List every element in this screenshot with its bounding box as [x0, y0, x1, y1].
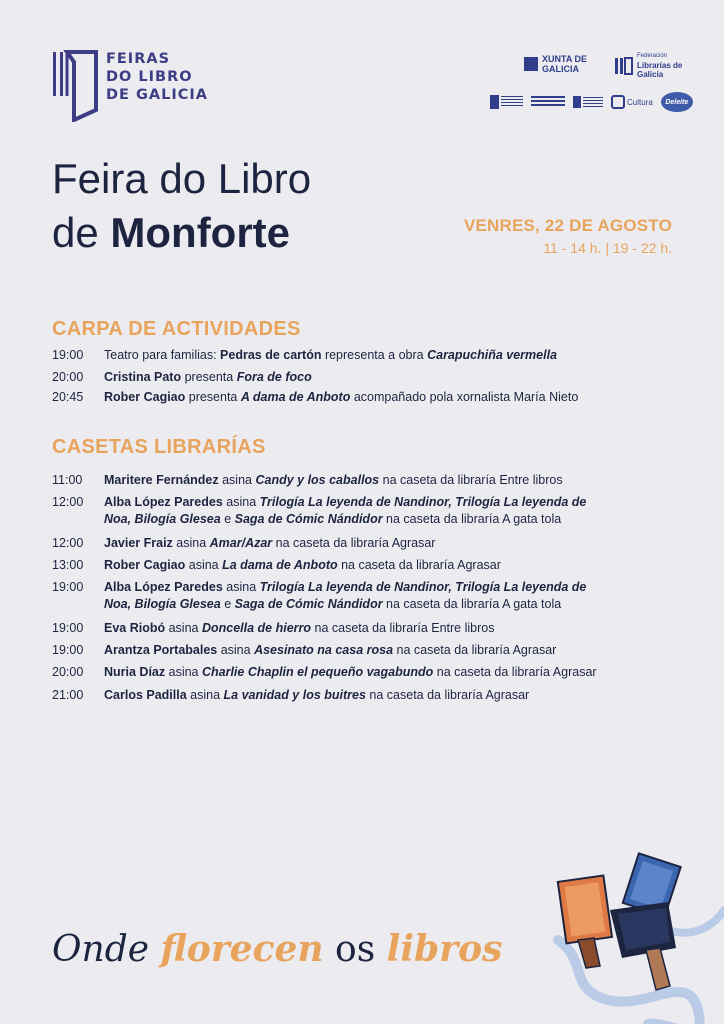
- sponsor-logo-1: [490, 95, 523, 109]
- caseta-item: [52, 535, 612, 552]
- item-verb: representa a obra: [321, 348, 428, 362]
- item-text: [104, 642, 612, 659]
- brand-logo: [52, 50, 208, 122]
- brand-line-1: FEIRAS: [106, 51, 171, 67]
- item-time: 20:00: [52, 370, 84, 384]
- item-book: Candy y los caballos: [255, 473, 380, 487]
- item-text: [104, 472, 612, 489]
- item-book-2: Saga de Cómic Nándidor: [234, 512, 383, 526]
- item-book: Trilogía La leyenda de Nandinor, Trilogía La leyenda de Noa, Bilogía Glesea: [104, 495, 587, 526]
- item-text: [104, 389, 612, 406]
- item-name: Cristina Pato: [104, 370, 182, 384]
- item-verb: asina: [217, 643, 255, 657]
- item-location: na caseta da libraría Entre libros: [379, 473, 563, 487]
- item-book: Charlie Chaplin el pequeño vagabundo: [201, 665, 434, 679]
- item-book: Trilogía La leyenda de Nandinor, Trilogía La leyenda de Noa, Bilogía Glesea: [104, 580, 587, 611]
- item-time: 11:00: [52, 473, 83, 487]
- item-text: [104, 620, 612, 637]
- deleite-label: Deleite: [665, 98, 689, 106]
- carpa-item: [52, 389, 612, 406]
- title-line-1: Feira do Libro: [52, 155, 312, 202]
- item-author: Arantza Portabales: [104, 643, 218, 657]
- item-time: 21:00: [52, 688, 84, 702]
- item-conjunction: e: [220, 597, 235, 611]
- item-verb: presenta: [185, 390, 241, 404]
- item-text: [104, 369, 612, 386]
- item-name: Rober Cagiao: [104, 390, 186, 404]
- section-heading-carpa: CARPA DE ACTIVIDADES: [52, 318, 301, 340]
- text-block-icon: [501, 96, 523, 108]
- item-book: Doncella de hierro: [201, 621, 312, 635]
- deleite-logo: [661, 92, 693, 112]
- carpa-item: [52, 347, 612, 364]
- item-location: na caseta da libraría Agrasar: [433, 665, 597, 679]
- slogan-word-2: florecen: [160, 928, 324, 970]
- item-location: na caseta da libraría Agrasar: [337, 558, 501, 572]
- caseta-item: [52, 687, 612, 704]
- item-time: 13:00: [52, 558, 84, 572]
- item-time: 19:00: [52, 621, 84, 635]
- books-icon: [614, 56, 634, 76]
- xunta-label: XUNTA DE GALICIA: [542, 54, 587, 74]
- item-time: 20:00: [52, 665, 84, 679]
- item-text: [104, 557, 612, 574]
- title-line-2: [52, 206, 311, 260]
- item-author: Maritere Fernández: [104, 473, 219, 487]
- carpa-item: [52, 369, 612, 386]
- item-title: Carapuchiña vermella: [427, 348, 558, 362]
- item-verb: asina: [186, 688, 224, 702]
- caseta-item: [52, 642, 612, 659]
- item-location: na caseta da libraría A gata tola: [382, 597, 562, 611]
- item-author: Nuria Díaz: [104, 665, 166, 679]
- brand-name: [106, 50, 208, 104]
- item-verb: asina: [185, 558, 223, 572]
- item-verb: asina: [222, 580, 260, 594]
- caseta-item: [52, 494, 612, 528]
- cultura-label: Cultura: [627, 97, 653, 107]
- item-verb: asina: [165, 621, 202, 635]
- item-verb: asina: [172, 536, 210, 550]
- item-location: na caseta da libraría Agrasar: [365, 688, 530, 702]
- item-location: na caseta da libraría A gata tola: [382, 512, 562, 526]
- slogan-word-3: os: [335, 929, 376, 970]
- caseta-item: [52, 472, 612, 489]
- item-verb: asina: [218, 473, 256, 487]
- federacion-small: Federación: [637, 53, 668, 59]
- title-city: Monforte: [110, 209, 291, 256]
- page-title: [52, 152, 311, 260]
- sponsor-logos: [490, 92, 693, 112]
- item-time: 19:00: [52, 580, 84, 594]
- federacion-logo: [614, 52, 691, 79]
- event-day: VENRES, 22 DE AGOSTO: [463, 216, 672, 235]
- item-time: 20:45: [52, 390, 84, 404]
- item-book-2: Saga de Cómic Nándidor: [234, 597, 383, 611]
- item-text: [104, 687, 612, 704]
- item-location: na caseta da libraría Agrasar: [393, 643, 557, 657]
- slogan-word-4: libros: [386, 928, 503, 970]
- item-title: A dama de Anboto: [240, 390, 351, 404]
- item-intro: Teatro para familias:: [104, 348, 221, 362]
- brand-line-2: DO LIBRO: [106, 69, 193, 85]
- item-author: Alba López Paredes: [104, 495, 223, 509]
- item-time: 12:00: [52, 536, 84, 550]
- item-text: [104, 664, 612, 681]
- item-author: Eva Riobó: [104, 621, 166, 635]
- item-text: [104, 347, 612, 364]
- item-verb: asina: [222, 495, 260, 509]
- shield-icon: [490, 95, 499, 109]
- item-verb: presenta: [181, 370, 237, 384]
- caseta-item: [52, 620, 612, 637]
- title-prefix: de: [52, 209, 111, 256]
- cultura-logo: [611, 95, 653, 109]
- cultura-icon: [611, 95, 625, 109]
- item-author: Javier Fraiz: [104, 536, 173, 550]
- item-rest: acompañado pola xornalista María Nieto: [350, 390, 579, 404]
- sponsor-logo-3: [573, 96, 603, 108]
- federacion-label: Librarías de Galicia: [637, 61, 683, 79]
- item-conjunction: e: [220, 512, 235, 526]
- item-location: na caseta da libraría Entre libros: [311, 621, 495, 635]
- item-text: [104, 579, 612, 613]
- caseta-item: [52, 664, 612, 681]
- event-date: [464, 216, 672, 256]
- item-book: La vanidad y los buitres: [223, 688, 366, 702]
- item-author: Alba López Paredes: [104, 580, 223, 594]
- slogan: [52, 928, 502, 970]
- section-heading-casetas: CASETAS LIBRARÍAS: [52, 436, 266, 458]
- shield-icon: [573, 96, 581, 108]
- xunta-logo: [524, 54, 598, 74]
- item-book: Amar/Azar: [209, 536, 273, 550]
- event-hours: 11 - 14 h. | 19 - 22 h.: [543, 240, 672, 256]
- item-time: 12:00: [52, 495, 84, 509]
- item-title: Fora de foco: [236, 370, 312, 384]
- item-author: Carlos Padilla: [104, 688, 187, 702]
- brand-line-3: DE GALICIA: [106, 87, 209, 103]
- item-text: [104, 535, 612, 552]
- sponsor-logo-2: [531, 96, 565, 108]
- item-text: [104, 494, 612, 528]
- item-book: La dama de Anboto: [222, 558, 338, 572]
- item-time: 19:00: [52, 348, 84, 362]
- item-book: Asesinato na casa rosa: [254, 643, 394, 657]
- slogan-word-1: Onde: [52, 929, 150, 970]
- item-author: Rober Cagiao: [104, 558, 186, 572]
- xunta-flag-icon: [524, 57, 538, 71]
- item-time: 19:00: [52, 643, 84, 657]
- text-block-icon: [583, 97, 603, 107]
- caseta-item: [52, 557, 612, 574]
- item-verb: asina: [165, 665, 202, 679]
- item-location: na caseta da libraría Agrasar: [272, 536, 436, 550]
- item-name: Pedras de cartón: [220, 348, 322, 362]
- books-illustration: [548, 850, 724, 1024]
- book-logo-icon: [52, 50, 98, 122]
- caseta-item: [52, 579, 612, 613]
